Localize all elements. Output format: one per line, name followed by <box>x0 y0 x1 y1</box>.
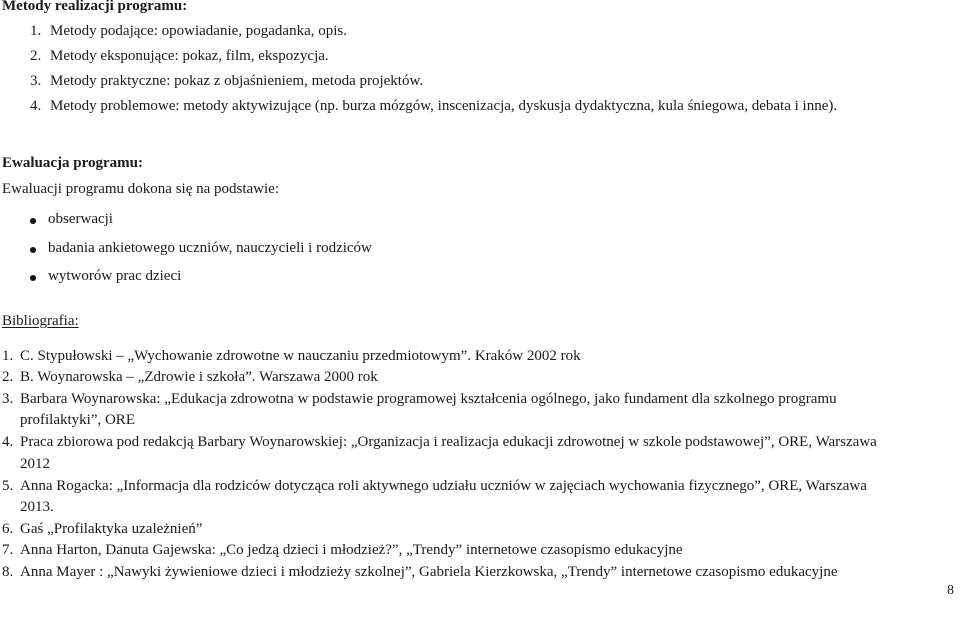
bibliography-item-text: C. Stypułowski – „Wychowanie zdrowotne w nauczaniu przedmiotowym”. Kraków 2002 rok <box>20 348 581 364</box>
bibliography-item-6 <box>2 521 202 538</box>
bullet-icon <box>30 275 36 281</box>
page-number: 8 <box>947 583 954 598</box>
bibliography-item-text: Barbara Woynarowska: „Edukacja zdrowotna w podstawie programowej kształcenia ogólnego, jako fundament dla szkolnego programu <box>20 391 837 407</box>
bibliography-item-3-continuation: profilaktyki”, ORE <box>20 412 135 428</box>
evaluation-bullet-text: obserwacji <box>48 211 113 227</box>
methods-item-number: 2. <box>30 48 42 64</box>
bibliography-item-3 <box>2 391 837 408</box>
bibliography-item-8 <box>2 564 838 581</box>
bibliography-item-text: Anna Rogacka: „Informacja dla rodziców dotycząca roli aktywnego udziału uczniów w zajęciach wychowania fizycznego”, ORE, Warszawa <box>20 478 867 494</box>
methods-item-number: 1. <box>30 23 42 39</box>
methods-item-1 <box>30 23 347 40</box>
bibliography-item-text: Praca zbiorowa pod redakcją Barbary Woynarowskiej: „Organizacja i realizacja edukacji zdrowotnej w szkole podstawowej”, ORE, Warszawa <box>20 434 877 450</box>
bibliography-item-number: 1. <box>2 348 14 364</box>
methods-item-number: 4. <box>30 98 42 114</box>
bibliography-item-number: 8. <box>2 564 14 580</box>
bibliography-item-text: Anna Mayer : „Nawyki żywieniowe dzieci i młodzieży szkolnej”, Gabriela Kierzkowska, „Trendy” internetowe czasopismo edukacyjne <box>20 564 838 580</box>
bibliography-item-number: 3. <box>2 391 14 407</box>
bullet-icon <box>30 218 36 224</box>
methods-item-text: Metody eksponujące: pokaz, film, ekspozycja. <box>50 48 329 64</box>
bibliography-heading: Bibliografia: <box>2 313 79 329</box>
methods-item-text: Metody praktyczne: pokaz z objaśnieniem, metoda projektów. <box>50 73 424 89</box>
bibliography-item-4-continuation: 2012 <box>20 456 50 472</box>
bibliography-item-2 <box>2 369 378 386</box>
evaluation-bullet-text: badania ankietowego uczniów, nauczycieli i rodziców <box>48 240 372 256</box>
bibliography-item-text: Gaś „Profilaktyka uzależnień” <box>20 521 203 537</box>
bibliography-item-text: Anna Harton, Danuta Gajewska: „Co jedzą dzieci i młodzież?”, „Trendy” internetowe czasopismo edukacyjne <box>20 542 683 558</box>
evaluation-bullet-1 <box>30 211 530 231</box>
methods-item-number: 3. <box>30 73 42 89</box>
evaluation-bullet-text: wytworów prac dzieci <box>48 268 182 284</box>
evaluation-bullet-3 <box>30 268 530 288</box>
evaluation-intro: Ewaluacji programu dokona się na podstawie: <box>2 181 280 197</box>
bibliography-item-text: B. Woynarowska – „Zdrowie i szkoła”. Warszawa 2000 rok <box>20 369 378 385</box>
bibliography-item-number: 4. <box>2 434 14 450</box>
bibliography-item-1 <box>2 348 581 365</box>
bibliography-item-5 <box>2 478 867 495</box>
evaluation-heading: Ewaluacja programu: <box>2 155 143 171</box>
bibliography-item-number: 2. <box>2 369 14 385</box>
bibliography-item-4 <box>2 434 877 451</box>
bibliography-item-5-continuation: 2013. <box>20 499 54 515</box>
methods-item-2 <box>30 48 329 65</box>
methods-item-text: Metody podające: opowiadanie, pogadanka, opis. <box>50 23 347 39</box>
methods-item-text: Metody problemowe: metody aktywizujące (np. burza mózgów, inscenizacja, dyskusja dydaktyczna, kula śniegowa, debata i inne). <box>50 98 838 114</box>
bibliography-item-number: 6. <box>2 521 14 537</box>
bibliography-item-7 <box>2 542 683 559</box>
evaluation-bullet-2 <box>30 240 530 260</box>
methods-item-4 <box>30 98 837 115</box>
methods-heading: Metody realizacji programu: <box>2 0 188 14</box>
methods-item-3 <box>30 73 423 90</box>
bullet-icon <box>30 247 36 253</box>
bibliography-item-number: 5. <box>2 478 14 494</box>
bibliography-item-number: 7. <box>2 542 14 558</box>
